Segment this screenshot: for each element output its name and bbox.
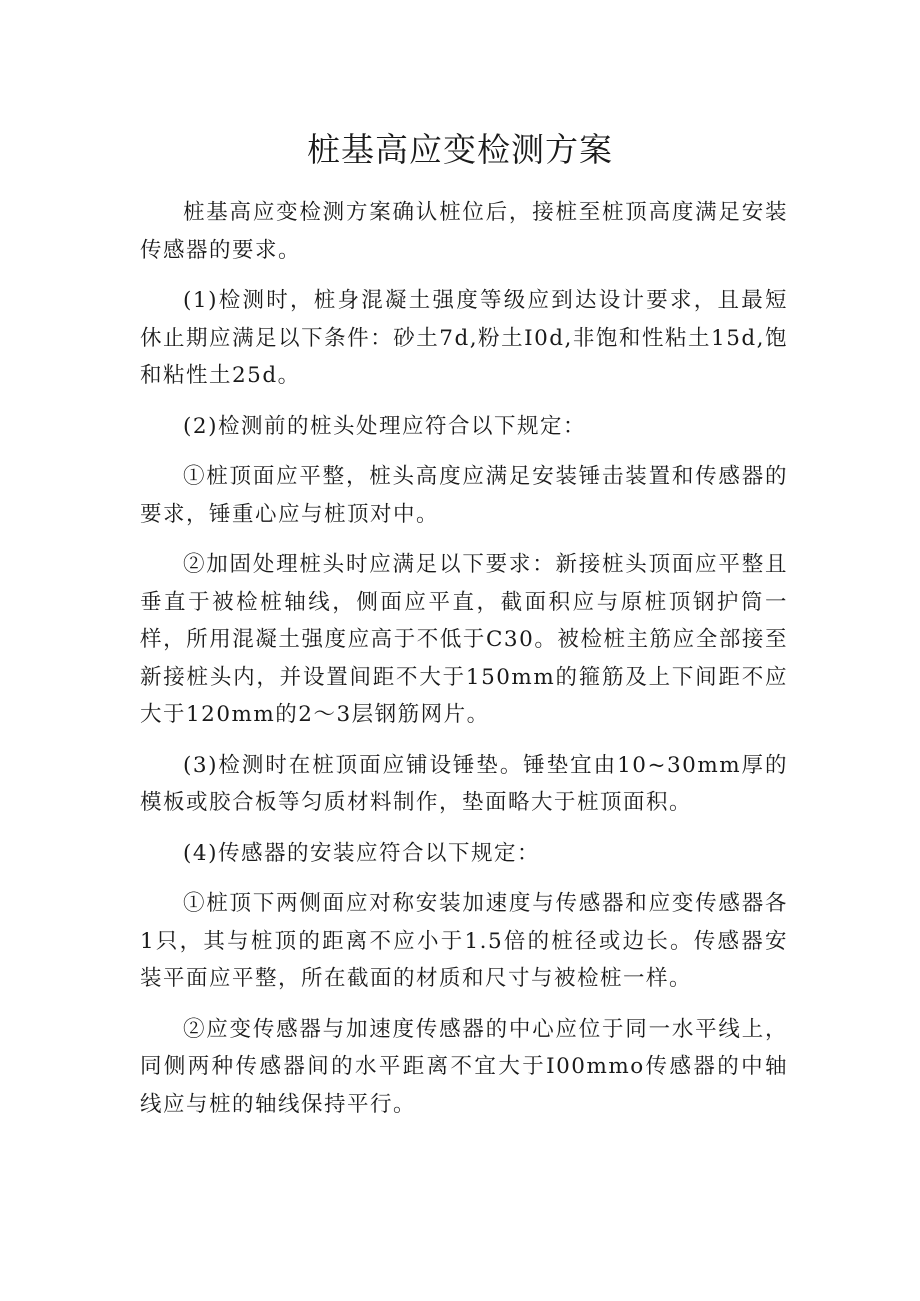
paragraph-item-2-sub-1: ①桩顶面应平整，桩头高度应满足安装锤击装置和传感器的要求，锤重心应与桩顶对中。 [140,464,788,527]
paragraph-item-1: (1)检测时，桩身混凝土强度等级应到达设计要求，且最短休止期应满足以下条件：砂土7d,粉土I0d,非饱和性粘土15d,饱和粘性土25d。 [140,288,788,388]
paragraph-intro: 桩基高应变检测方案确认桩位后，接桩至桩顶高度满足安装传感器的要求。 [140,200,788,263]
paragraph-item-2: (2)检测前的桩头处理应符合以下规定： [183,413,586,439]
paragraph-item-2-sub-2: ②加固处理桩头时应满足以下要求：新接桩头顶面应平整且垂直于被检桩轴线，侧面应平直，截面积应与原桩顶钢护筒一样，所用混凝土强度应高于不低于C30。被检桩主筋应全部接至新接桩头内，并设置间距不大于150mm的箍筋及上下间距不应大于120mm的2～3层钢筋网片。 [140,552,788,727]
paragraph-item-4-sub-2: ②应变传感器与加速度传感器的中心应位于同一水平线上，同侧两种传感器间的水平距离不宜大于I00mmo传感器的中轴线应与桩的轴线保持平行。 [140,1016,788,1117]
paragraph-item-4-sub-1: ①桩顶下两侧面应对称安装加速度与传感器和应变传感器各1只，其与桩顶的距离不应小于1.5倍的桩径或边长。传感器安装平面应平整，所在截面的材质和尺寸与被检桩一样。 [140,891,788,991]
document-title: 桩基高应变检测方案 [307,130,613,169]
paragraph-item-4: (4)传感器的安装应符合以下规定： [183,840,540,866]
document-body [140,194,788,1136]
paragraph-item-3: (3)检测时在桩顶面应铺设锤垫。锤垫宜由10~30mm厚的模板或胶合板等匀质材料制作，垫面略大于桩顶面积。 [140,752,788,815]
